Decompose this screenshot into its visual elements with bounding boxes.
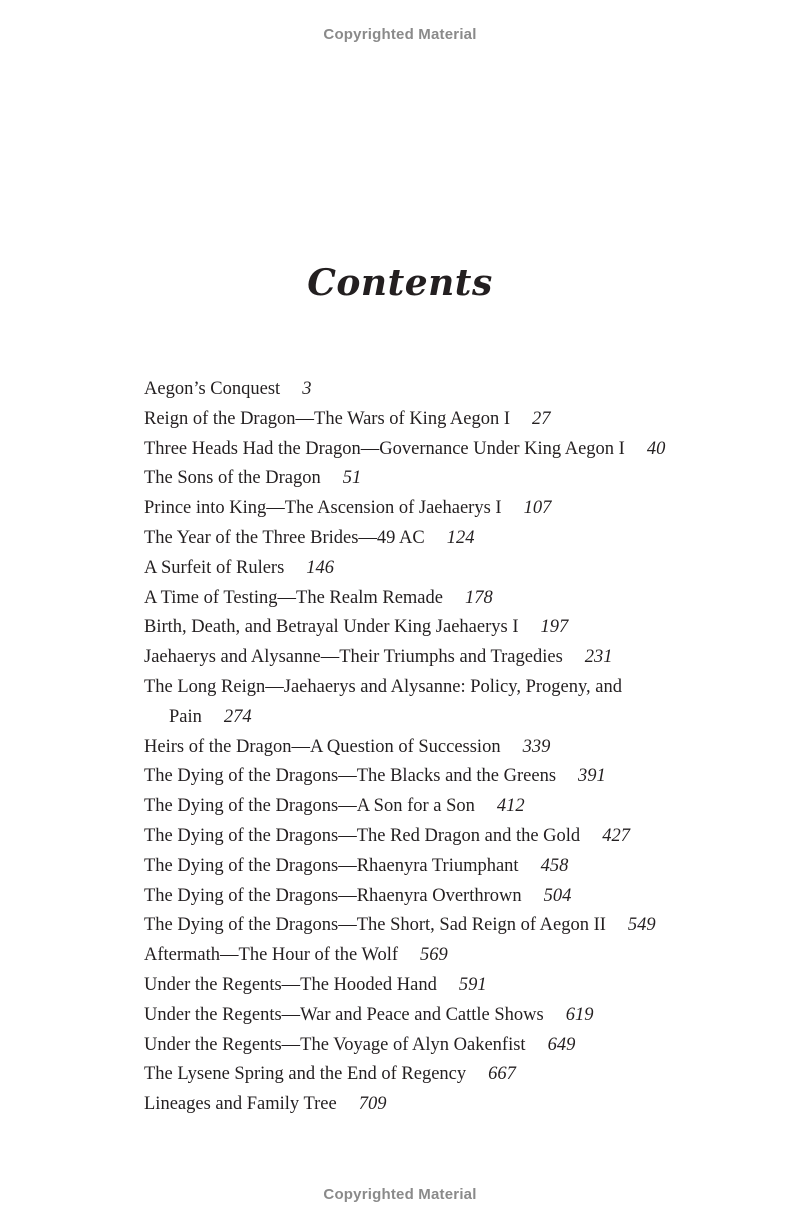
toc-page-number: 569 [420,945,448,966]
toc-entry-title: Three Heads Had the Dragon—Governance Under King Aegon I [144,438,625,459]
copyright-watermark-top: Copyrighted Material [323,26,477,43]
toc-entry[interactable] [144,911,764,941]
toc-entry[interactable] [144,673,639,733]
toc-entry[interactable] [144,405,764,435]
toc-entry[interactable] [144,1090,764,1120]
toc-entry[interactable] [144,733,764,763]
toc-entry-title: The Sons of the Dragon [144,468,321,489]
toc-entry[interactable] [144,464,764,494]
page-title: Contents [307,262,493,305]
toc-entry-title: The Dying of the Dragons—Rhaenyra Triumphant [144,855,519,876]
toc-page-number: 51 [342,468,362,489]
toc-entry[interactable] [144,524,764,554]
toc-page-number: 197 [540,617,569,638]
toc-page-number: 619 [565,1004,594,1025]
toc-entry[interactable] [144,1001,764,1031]
toc-entry[interactable] [144,584,764,614]
toc-page-number: 412 [496,796,525,817]
toc-entry[interactable] [144,1031,764,1061]
toc-entry-title: The Lysene Spring and the End of Regency [144,1064,467,1085]
toc-page-number: 504 [543,885,572,906]
toc-entry-title: The Dying of the Dragons—The Red Dragon and the Gold [144,825,581,846]
toc-entry[interactable] [144,494,764,524]
toc-entry[interactable] [144,375,764,405]
toc-page-number: 274 [223,706,252,727]
copyright-watermark-bottom: Copyrighted Material [323,1186,477,1203]
table-of-contents [144,375,764,1120]
toc-entry-title: The Dying of the Dragons—A Son for a Son [144,796,475,817]
toc-page-number: 3 [302,379,312,399]
toc-entry-title: Prince into King—The Ascension of Jaehaerys I [144,498,502,519]
toc-entry-title: The Year of the Three Brides—49 AC [144,527,425,548]
toc-entry[interactable] [144,882,764,912]
toc-entry-title: Heirs of the Dragon—A Question of Succession [144,736,501,757]
toc-entry[interactable] [144,1060,764,1090]
toc-entry[interactable] [144,762,764,792]
toc-page-number: 667 [488,1064,516,1085]
toc-entry-title: Lineages and Family Tree [144,1094,337,1115]
toc-entry-title: Jaehaerys and Alysanne—Their Triumphs and Tragedies [144,647,563,668]
toc-page-number: 339 [522,736,551,757]
toc-entry-title: Birth, Death, and Betrayal Under King Jaehaerys I [144,617,519,638]
toc-page-number: 391 [578,766,606,787]
toc-page-number: 40 [646,438,666,459]
toc-page-number: 146 [306,557,335,578]
toc-entry-title: The Dying of the Dragons—Rhaenyra Overthrown [144,885,522,906]
toc-page-number: 427 [602,825,630,846]
toc-page-number: 591 [458,974,487,995]
toc-entry-title: The Dying of the Dragons—The Short, Sad Reign of Aegon II [144,915,606,936]
toc-entry-title: A Surfeit of Rulers [144,557,285,578]
toc-entry[interactable] [144,643,764,673]
toc-entry-title: Aftermath—The Hour of the Wolf [144,945,399,966]
toc-entry[interactable] [144,554,764,584]
toc-entry-title: Under the Regents—The Hooded Hand [144,974,437,995]
toc-page-number: 231 [584,647,613,668]
toc-entry[interactable] [144,852,764,882]
toc-entry[interactable] [144,613,764,643]
toc-entry[interactable] [144,792,764,822]
toc-page-number: 458 [540,855,569,876]
toc-entry-title: The Dying of the Dragons—The Blacks and the Greens [144,766,557,787]
toc-entry[interactable] [144,435,764,465]
toc-entry[interactable] [144,971,764,1001]
toc-page-number: 27 [532,408,551,429]
toc-entry-title: Under the Regents—The Voyage of Alyn Oakenfist [144,1034,526,1055]
toc-entry[interactable] [144,822,764,852]
toc-page-number: 709 [358,1094,387,1115]
toc-entry-title: The Long Reign—Jaehaerys and Alysanne: Policy, Progeny, and Pain [144,676,622,727]
toc-entry[interactable] [144,941,764,971]
toc-page-number: 649 [547,1034,576,1055]
toc-entry-title: Reign of the Dragon—The Wars of King Aegon I [144,408,511,429]
toc-entry-title: Aegon’s Conquest [144,379,281,399]
toc-entry-title: A Time of Testing—The Realm Remade [144,587,443,608]
toc-page-number: 124 [446,527,475,548]
toc-page-number: 178 [464,587,493,608]
toc-entry-title: Under the Regents—War and Peace and Cattle Shows [144,1004,544,1025]
toc-page-number: 549 [627,915,656,936]
toc-page-number: 107 [523,498,552,519]
